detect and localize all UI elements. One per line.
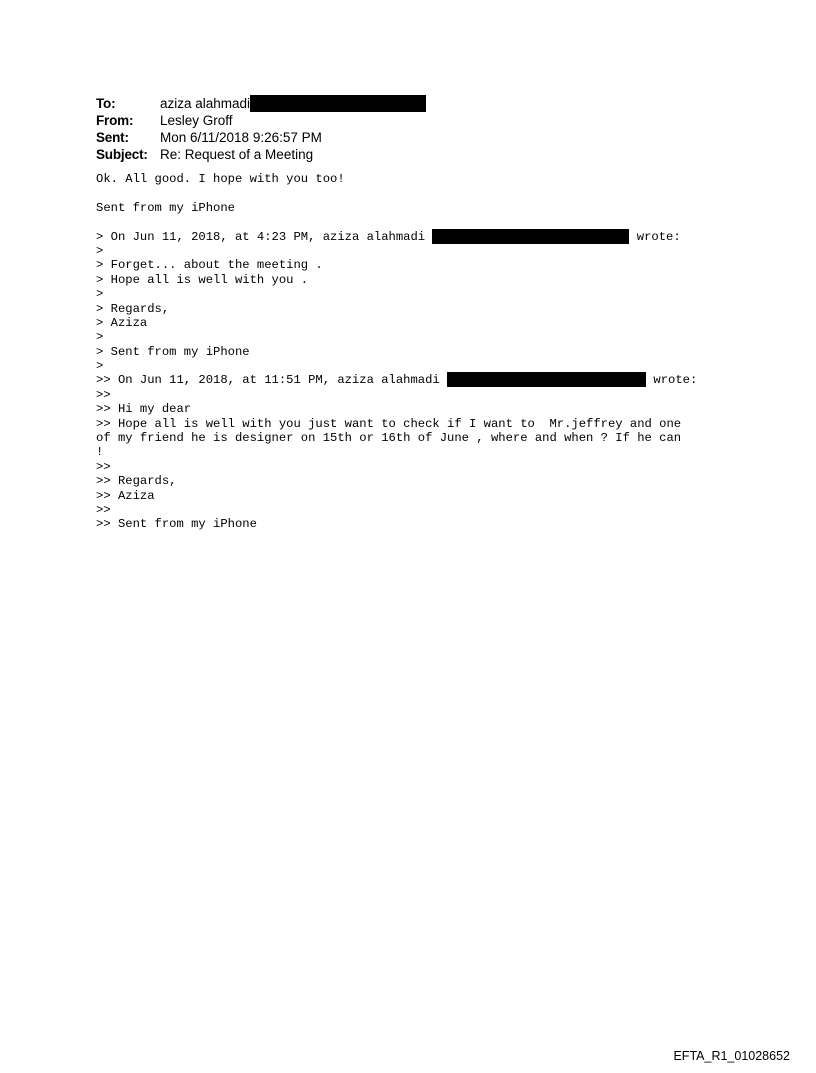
quote2-greeting: >> Hi my dear (96, 402, 192, 417)
to-row (96, 95, 426, 112)
reply-signature: Sent from my iPhone (96, 200, 235, 215)
reply-line: Ok. All good. I hope with you too! (96, 172, 345, 186)
email-body (96, 172, 697, 532)
quote2-line: >> Hope all is well with you just want to check if I want to Mr.jeffrey and one (96, 416, 682, 431)
quote1-blank: > (96, 330, 104, 345)
quote1-line: > Forget... about the meeting . (96, 258, 323, 273)
quote2-line: ! (96, 445, 104, 460)
quote2-line: of my friend he is designer on 15th or 16th of June , where and when ? If he can (96, 431, 682, 446)
subject-value: Re: Request of a Meeting (160, 147, 314, 162)
redaction-block (447, 372, 646, 387)
redaction-block (250, 95, 426, 112)
quote1-line: > Hope all is well with you . (96, 272, 309, 287)
sent-row (96, 129, 426, 146)
quote2-intro (96, 373, 697, 387)
to-name: aziza alahmadi (160, 95, 251, 111)
quote1-blank: > (96, 287, 104, 302)
subject-label: Subject: (96, 147, 148, 162)
quote2-regards: >> Regards, (96, 474, 177, 489)
quote2-wrote: wrote: (646, 373, 698, 388)
to-label: To: (96, 96, 116, 111)
sent-label: Sent: (96, 130, 129, 145)
to-value (160, 95, 426, 113)
from-label: From: (96, 113, 134, 128)
quote2-intro-text: >> On Jun 11, 2018, at 11:51 PM, aziza alahmadi (96, 373, 448, 388)
quote2-blank: >> (96, 387, 111, 402)
redaction-block (432, 229, 629, 244)
from-row (96, 112, 426, 129)
subject-row (96, 146, 426, 163)
quote1-intro (96, 230, 697, 244)
quote2-blank: >> (96, 502, 111, 517)
document-id: EFTA_R1_01028652 (673, 1049, 790, 1063)
sent-value: Mon 6/11/2018 9:26:57 PM (160, 130, 322, 145)
quote1-blank: > (96, 243, 104, 258)
quote2-signature: >> Sent from my iPhone (96, 517, 257, 532)
quote1-regards: > Regards, (96, 301, 170, 316)
quote1-blank: > (96, 359, 104, 374)
from-value: Lesley Groff (160, 113, 233, 128)
quote1-name: > Aziza (96, 315, 148, 330)
quote2-blank: >> (96, 459, 111, 474)
quote1-signature: > Sent from my iPhone (96, 344, 250, 359)
quote1-intro-text: > On Jun 11, 2018, at 4:23 PM, aziza alahmadi (96, 229, 433, 244)
email-header (96, 95, 426, 163)
quote2-name: >> Aziza (96, 488, 155, 503)
quote1-wrote: wrote: (629, 229, 681, 244)
